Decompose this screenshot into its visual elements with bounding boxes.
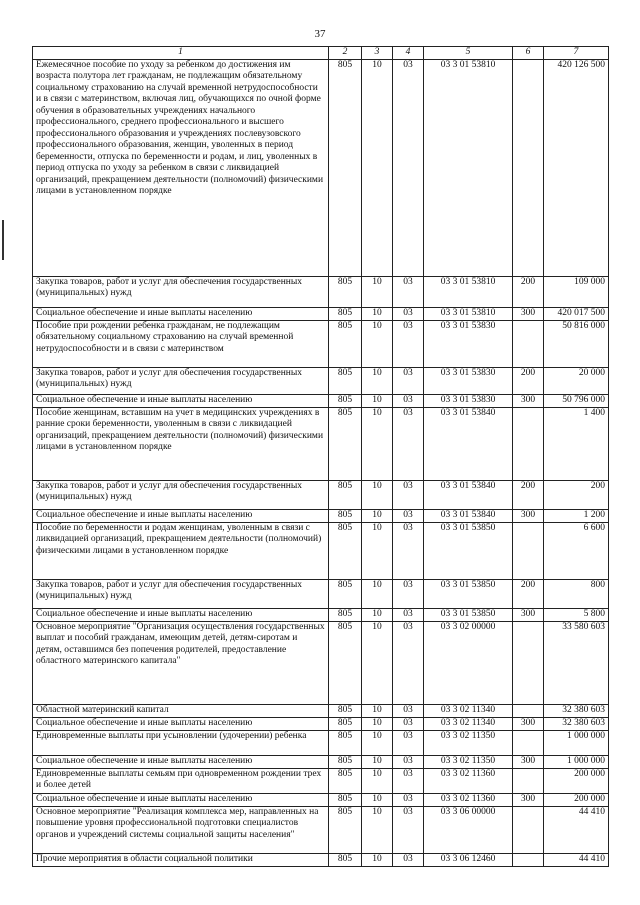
- page-number: 37: [314, 28, 326, 40]
- amount-cell: 1 000 000: [544, 730, 609, 755]
- target-article-code-cell: 03 3 01 53810: [424, 276, 513, 307]
- section-code-cell: 10: [362, 276, 393, 307]
- target-article-code-cell: 03 3 01 53850: [424, 579, 513, 608]
- grbs-code-cell: 805: [329, 320, 362, 367]
- col-header: 2: [329, 47, 362, 60]
- section-code-cell: 10: [362, 307, 393, 320]
- grbs-code-cell: 805: [329, 579, 362, 608]
- amount-cell: 1 000 000: [544, 755, 609, 768]
- target-article-code-cell: 03 3 02 11360: [424, 793, 513, 806]
- expense-type-code-cell: 300: [513, 307, 544, 320]
- table-row: [33, 793, 609, 806]
- section-code-cell: 10: [362, 704, 393, 717]
- subsection-code-cell: 03: [393, 755, 424, 768]
- budget-table: [32, 46, 609, 867]
- target-article-code-cell: 03 3 01 53840: [424, 407, 513, 480]
- subsection-code-cell: 03: [393, 276, 424, 307]
- grbs-code-cell: 805: [329, 704, 362, 717]
- target-article-code-cell: 03 3 02 11340: [424, 717, 513, 730]
- section-code-cell: 10: [362, 59, 393, 276]
- expense-type-code-cell: [513, 704, 544, 717]
- subsection-code-cell: 03: [393, 704, 424, 717]
- row-name-cell: Пособие женщинам, вставшим на учет в медицинских учреждениях в ранние сроки беременности, уволенным в связи с ликвидацией организаций, прекращением деятельности (полномочий) физическими лицами в установленном порядке: [33, 407, 329, 480]
- expense-type-code-cell: 200: [513, 579, 544, 608]
- table-row: [33, 768, 609, 793]
- expense-type-code-cell: 300: [513, 755, 544, 768]
- target-article-code-cell: 03 3 01 53840: [424, 480, 513, 509]
- grbs-code-cell: 805: [329, 717, 362, 730]
- row-name-cell: Социальное обеспечение и иные выплаты населению: [33, 394, 329, 407]
- subsection-code-cell: 03: [393, 853, 424, 866]
- grbs-code-cell: 805: [329, 276, 362, 307]
- section-code-cell: 10: [362, 717, 393, 730]
- expense-type-code-cell: [513, 522, 544, 579]
- row-name-cell: Прочие мероприятия в области социальной политики: [33, 853, 329, 866]
- section-code-cell: 10: [362, 394, 393, 407]
- target-article-code-cell: 03 3 01 53830: [424, 394, 513, 407]
- subsection-code-cell: 03: [393, 717, 424, 730]
- subsection-code-cell: 03: [393, 806, 424, 853]
- grbs-code-cell: 805: [329, 768, 362, 793]
- target-article-code-cell: 03 3 01 53830: [424, 367, 513, 394]
- amount-cell: 200 000: [544, 793, 609, 806]
- section-code-cell: 10: [362, 608, 393, 621]
- expense-type-code-cell: 300: [513, 608, 544, 621]
- col-header: 7: [544, 47, 609, 60]
- row-name-cell: Социальное обеспечение и иные выплаты населению: [33, 755, 329, 768]
- amount-cell: 6 600: [544, 522, 609, 579]
- table-row: [33, 276, 609, 307]
- row-name-cell: Ежемесячное пособие по уходу за ребенком до достижения им возраста полутора лет гражданам, не подлежащим обязательному социальному страхованию на случай временной нетрудоспособности и в связи с материнством, включая лиц, обучающихся по очной форме обучения в образовательных учреждениях начального профессионального, среднего профессионального и высшего профессионального образования и учреждениях послевузовского профессионального образования, женщин, уволенных в период беременности, отпуска по беременности и родам, и лиц, уволенных в период отпуска по уходу за ребенком в связи с ликвидацией организаций, прекращением деятельности (полномочий) физическими лицами в установленном порядке: [33, 59, 329, 276]
- table-header-row: [33, 47, 609, 60]
- expense-type-code-cell: [513, 407, 544, 480]
- subsection-code-cell: 03: [393, 367, 424, 394]
- row-name-cell: Пособие по беременности и родам женщинам, уволенным в связи с ликвидацией организаций, прекращением деятельности (полномочий) физическими лицами в установленном порядке: [33, 522, 329, 579]
- table-row: [33, 755, 609, 768]
- expense-type-code-cell: [513, 806, 544, 853]
- col-header: 1: [33, 47, 329, 60]
- amount-cell: 50 816 000: [544, 320, 609, 367]
- expense-type-code-cell: 300: [513, 793, 544, 806]
- expense-type-code-cell: [513, 621, 544, 704]
- expense-type-code-cell: [513, 730, 544, 755]
- table-row: [33, 730, 609, 755]
- row-name-cell: Закупка товаров, работ и услуг для обеспечения государственных (муниципальных) нужд: [33, 579, 329, 608]
- subsection-code-cell: 03: [393, 768, 424, 793]
- grbs-code-cell: 805: [329, 608, 362, 621]
- row-name-cell: Социальное обеспечение и иные выплаты населению: [33, 608, 329, 621]
- row-name-cell: Пособие при рождении ребенка гражданам, не подлежащим обязательному социальному страхованию на случай временной нетрудоспособности и в связи с материнством: [33, 320, 329, 367]
- table-row: [33, 307, 609, 320]
- subsection-code-cell: 03: [393, 522, 424, 579]
- row-name-cell: Закупка товаров, работ и услуг для обеспечения государственных (муниципальных) нужд: [33, 276, 329, 307]
- section-code-cell: 10: [362, 793, 393, 806]
- subsection-code-cell: 03: [393, 394, 424, 407]
- table-row: [33, 480, 609, 509]
- amount-cell: 44 410: [544, 853, 609, 866]
- amount-cell: 32 380 603: [544, 704, 609, 717]
- expense-type-code-cell: 200: [513, 367, 544, 394]
- grbs-code-cell: 805: [329, 793, 362, 806]
- col-header: 4: [393, 47, 424, 60]
- amount-cell: 420 017 500: [544, 307, 609, 320]
- grbs-code-cell: 805: [329, 806, 362, 853]
- table-row: [33, 853, 609, 866]
- grbs-code-cell: 805: [329, 407, 362, 480]
- table-row: [33, 806, 609, 853]
- expense-type-code-cell: 300: [513, 394, 544, 407]
- table-row: [33, 320, 609, 367]
- target-article-code-cell: 03 3 06 00000: [424, 806, 513, 853]
- section-code-cell: 10: [362, 806, 393, 853]
- grbs-code-cell: 805: [329, 755, 362, 768]
- row-name-cell: Единовременные выплаты при усыновлении (удочерении) ребенка: [33, 730, 329, 755]
- expense-type-code-cell: 300: [513, 509, 544, 522]
- row-name-cell: Социальное обеспечение и иные выплаты населению: [33, 793, 329, 806]
- amount-cell: 109 000: [544, 276, 609, 307]
- section-code-cell: 10: [362, 579, 393, 608]
- amount-cell: 20 000: [544, 367, 609, 394]
- amount-cell: 1 200: [544, 509, 609, 522]
- target-article-code-cell: 03 3 01 53810: [424, 59, 513, 276]
- grbs-code-cell: 805: [329, 509, 362, 522]
- grbs-code-cell: 805: [329, 522, 362, 579]
- grbs-code-cell: 805: [329, 853, 362, 866]
- subsection-code-cell: 03: [393, 793, 424, 806]
- table-row: [33, 59, 609, 276]
- table-row: [33, 608, 609, 621]
- grbs-code-cell: 805: [329, 394, 362, 407]
- table-row: [33, 579, 609, 608]
- col-header: 5: [424, 47, 513, 60]
- table-row: [33, 522, 609, 579]
- target-article-code-cell: 03 3 02 11350: [424, 730, 513, 755]
- subsection-code-cell: 03: [393, 59, 424, 276]
- subsection-code-cell: 03: [393, 480, 424, 509]
- subsection-code-cell: 03: [393, 730, 424, 755]
- grbs-code-cell: 805: [329, 480, 362, 509]
- section-code-cell: 10: [362, 853, 393, 866]
- target-article-code-cell: 03 3 02 00000: [424, 621, 513, 704]
- col-header: 6: [513, 47, 544, 60]
- amount-cell: 32 380 603: [544, 717, 609, 730]
- row-name-cell: Социальное обеспечение и иные выплаты населению: [33, 307, 329, 320]
- scan-margin-mark: [2, 220, 4, 260]
- section-code-cell: 10: [362, 730, 393, 755]
- amount-cell: 1 400: [544, 407, 609, 480]
- expense-type-code-cell: 200: [513, 480, 544, 509]
- amount-cell: 420 126 500: [544, 59, 609, 276]
- row-name-cell: Основное мероприятие "Организация осуществления государственных выплат и пособий гражданам, имеющим детей, детям-сиротам и детям, оставшимся без попечения родителей, предоставление областного материнского капитала": [33, 621, 329, 704]
- section-code-cell: 10: [362, 407, 393, 480]
- table-row: [33, 407, 609, 480]
- target-article-code-cell: 03 3 06 12460: [424, 853, 513, 866]
- col-header: 3: [362, 47, 393, 60]
- section-code-cell: 10: [362, 367, 393, 394]
- row-name-cell: Основное мероприятие "Реализация комплекса мер, направленных на повышение уровня профессиональной подготовки специалистов органов и учреждений системы социальной защиты населения": [33, 806, 329, 853]
- expense-type-code-cell: [513, 59, 544, 276]
- row-name-cell: Областной материнский капитал: [33, 704, 329, 717]
- expense-type-code-cell: 300: [513, 717, 544, 730]
- table-row: [33, 621, 609, 704]
- subsection-code-cell: 03: [393, 307, 424, 320]
- table-row: [33, 394, 609, 407]
- row-name-cell: Закупка товаров, работ и услуг для обеспечения государственных (муниципальных) нужд: [33, 367, 329, 394]
- section-code-cell: 10: [362, 320, 393, 367]
- target-article-code-cell: 03 3 01 53810: [424, 307, 513, 320]
- subsection-code-cell: 03: [393, 407, 424, 480]
- target-article-code-cell: 03 3 02 11340: [424, 704, 513, 717]
- subsection-code-cell: 03: [393, 579, 424, 608]
- amount-cell: 33 580 603: [544, 621, 609, 704]
- grbs-code-cell: 805: [329, 367, 362, 394]
- expense-type-code-cell: [513, 768, 544, 793]
- expense-type-code-cell: [513, 853, 544, 866]
- grbs-code-cell: 805: [329, 621, 362, 704]
- section-code-cell: 10: [362, 509, 393, 522]
- section-code-cell: 10: [362, 755, 393, 768]
- subsection-code-cell: 03: [393, 608, 424, 621]
- expense-type-code-cell: 200: [513, 276, 544, 307]
- subsection-code-cell: 03: [393, 320, 424, 367]
- subsection-code-cell: 03: [393, 621, 424, 704]
- amount-cell: 200: [544, 480, 609, 509]
- row-name-cell: Социальное обеспечение и иные выплаты населению: [33, 509, 329, 522]
- grbs-code-cell: 805: [329, 730, 362, 755]
- row-name-cell: Единовременные выплаты семьям при одновременном рождении трех и более детей: [33, 768, 329, 793]
- section-code-cell: 10: [362, 522, 393, 579]
- table-row: [33, 717, 609, 730]
- amount-cell: 50 796 000: [544, 394, 609, 407]
- table-row: [33, 367, 609, 394]
- section-code-cell: 10: [362, 768, 393, 793]
- target-article-code-cell: 03 3 02 11360: [424, 768, 513, 793]
- section-code-cell: 10: [362, 480, 393, 509]
- target-article-code-cell: 03 3 01 53830: [424, 320, 513, 367]
- table-row: [33, 704, 609, 717]
- target-article-code-cell: 03 3 01 53840: [424, 509, 513, 522]
- target-article-code-cell: 03 3 01 53850: [424, 608, 513, 621]
- amount-cell: 200 000: [544, 768, 609, 793]
- subsection-code-cell: 03: [393, 509, 424, 522]
- row-name-cell: Социальное обеспечение и иные выплаты населению: [33, 717, 329, 730]
- section-code-cell: 10: [362, 621, 393, 704]
- table-row: [33, 509, 609, 522]
- grbs-code-cell: 805: [329, 307, 362, 320]
- target-article-code-cell: 03 3 02 11350: [424, 755, 513, 768]
- target-article-code-cell: 03 3 01 53850: [424, 522, 513, 579]
- row-name-cell: Закупка товаров, работ и услуг для обеспечения государственных (муниципальных) нужд: [33, 480, 329, 509]
- expense-type-code-cell: [513, 320, 544, 367]
- grbs-code-cell: 805: [329, 59, 362, 276]
- amount-cell: 5 800: [544, 608, 609, 621]
- amount-cell: 44 410: [544, 806, 609, 853]
- amount-cell: 800: [544, 579, 609, 608]
